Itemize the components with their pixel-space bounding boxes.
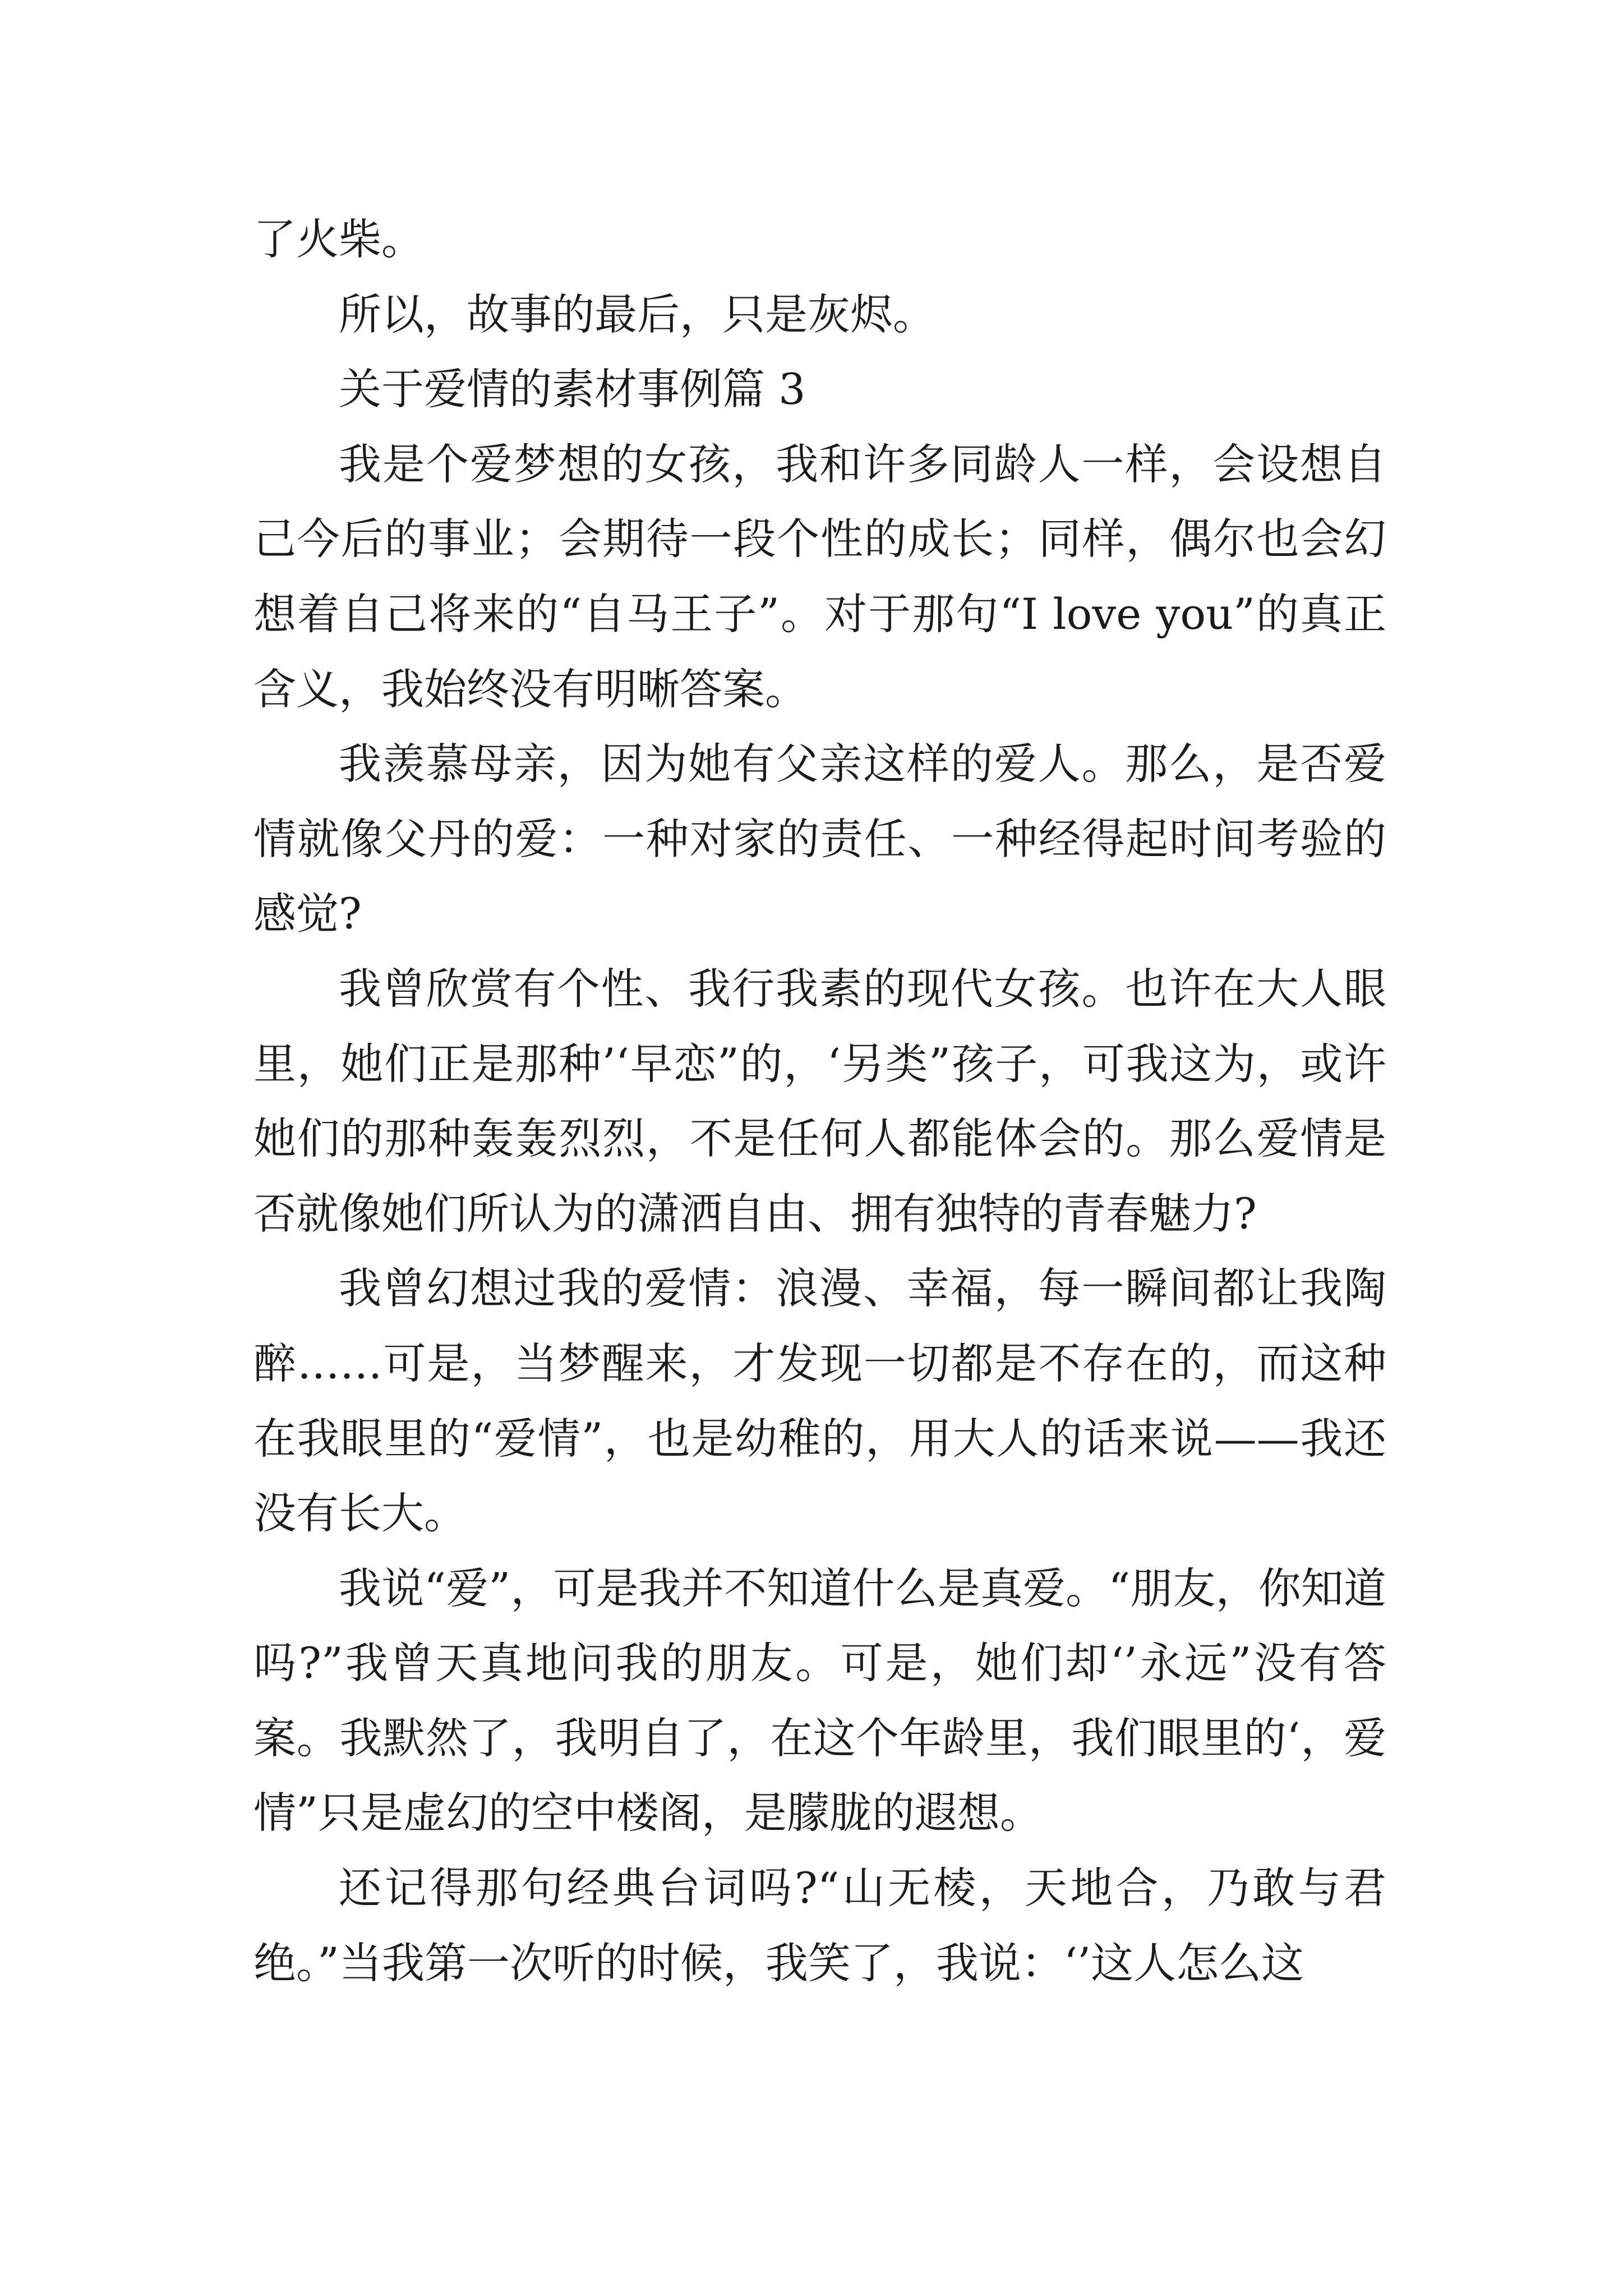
paragraph: 我曾欣赏有个性、我行我素的现代女孩。也许在大人眼里，她们正是那种’‘早恋”的，‘另类”孩子，可我这为，或许她们的那种轰轰烈烈，不是任何人都能体会的。那么爱情是否就像她们所认为的潇洒自由、拥有独特的青春魅力? [253, 963, 1386, 1239]
paragraph-continuation: 了火柴。 [253, 214, 424, 264]
paragraph: 所以，故事的最后，只是灰烬。 [339, 289, 935, 339]
paragraph: 还记得那句经典台词吗?“山无棱，天地合，乃敢与君绝。”当我第一次听的时候，我笑了，我说：‘’这人怎么这 [253, 1863, 1386, 1988]
paragraph: 我说“爱”，可是我并不知道什么是真爱。“朋友，你知道吗?”我曾天真地问我的朋友。可是，她们却‘’永远”没有答案。我默然了，我明自了，在这个年龄里，我们眼里的‘，爱情”只是虚幻的空中楼阁，是朦胧的遐想。 [253, 1563, 1386, 1838]
paragraph: 我羡慕母亲，因为她有父亲这样的爱人。那么，是否爱情就像父丹的爱：一种对家的责任、一种经得起时间考验的感觉? [253, 739, 1386, 939]
paragraph: 我是个爱梦想的女孩，我和许多同龄人一样，会设想自己今后的事业；会期待一段个性的成长；同样，偶尔也会幻想着自己将来的“自马王子”。对于那句“I love you”的真正含义，我始终没有明晰答案。 [253, 439, 1386, 714]
document-body [253, 202, 1386, 2000]
section-heading: 关于爱情的素材事例篇 3 [339, 364, 806, 415]
paragraph: 我曾幻想过我的爱情：浪漫、幸福，每一瞬间都让我陶醉……可是，当梦醒来，才发现一切都是不存在的，而这种在我眼里的“爱情”，也是幼稚的，用大人的话来说——我还没有长大。 [253, 1263, 1386, 1539]
